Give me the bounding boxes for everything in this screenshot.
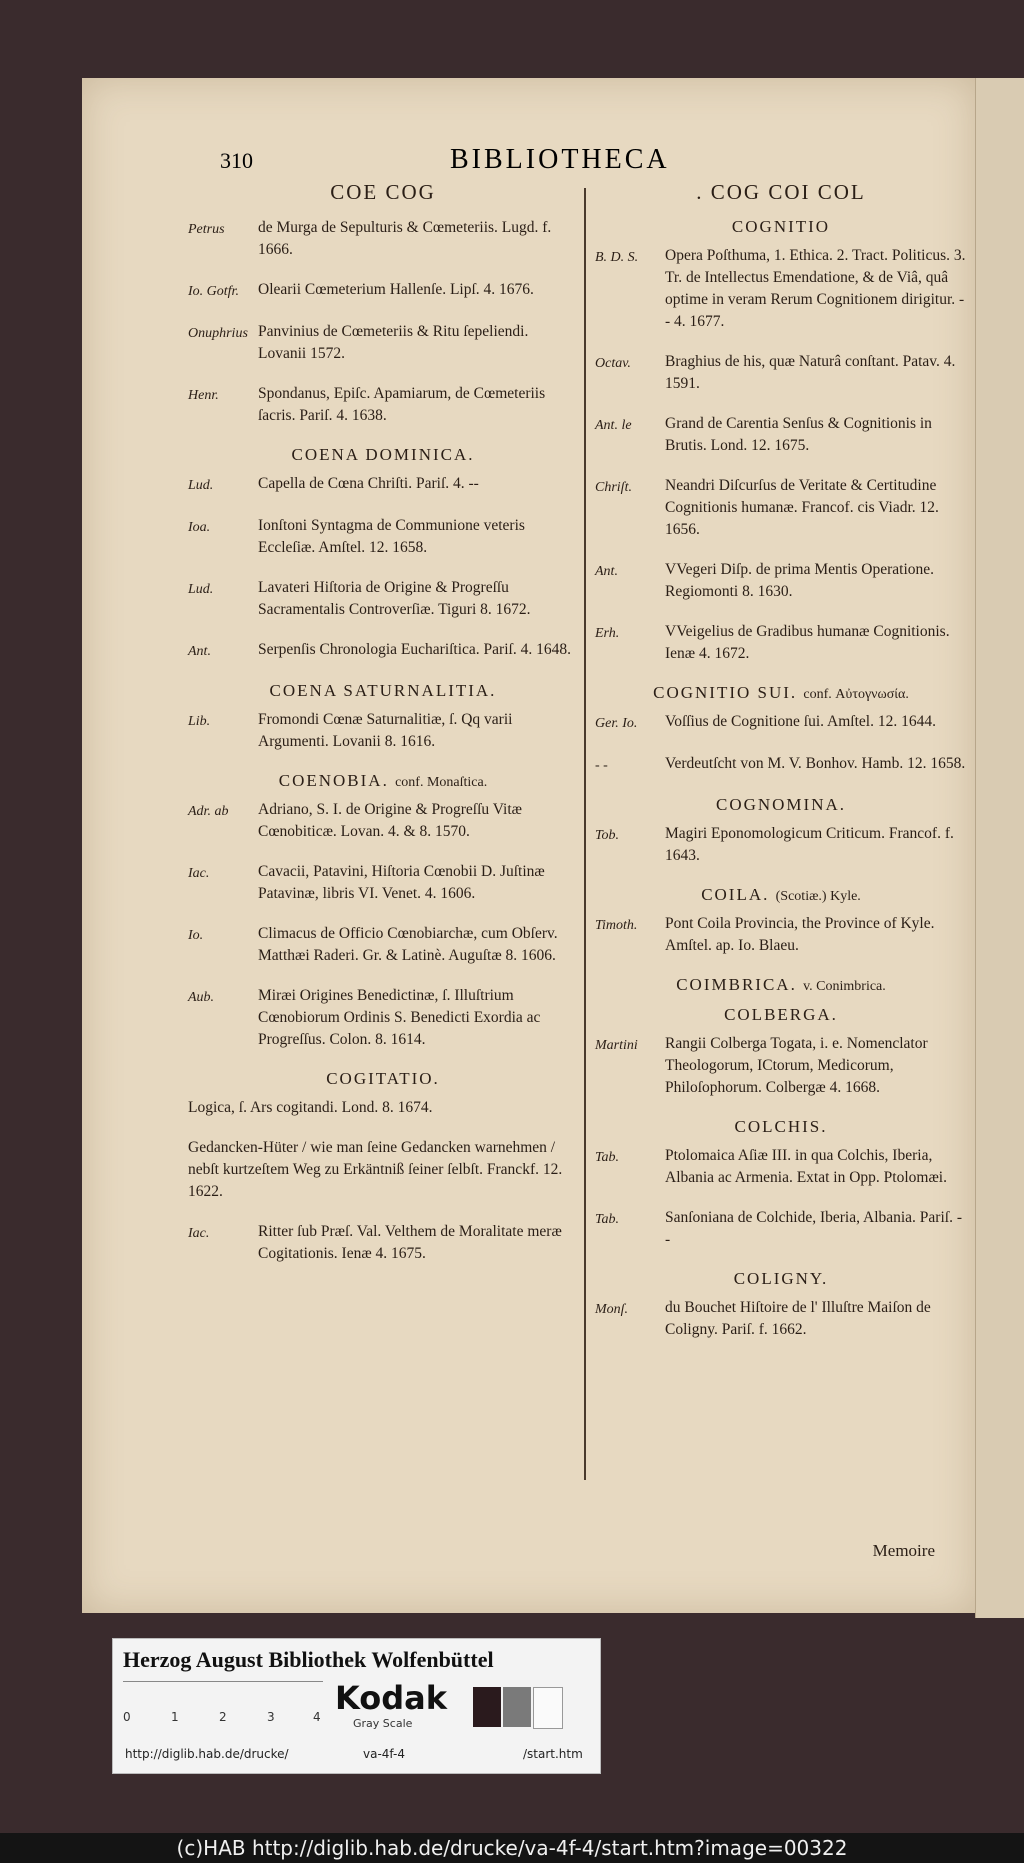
heading-note: conf. Monaſtica. <box>395 775 488 790</box>
entry-text: Climacus de Officio Cœnobiarchæ, cum Obſerv. Matthæi Raderi. Gr. & Latinè. Auguſtæ 8. 1606. <box>258 925 558 964</box>
entry-author-label: Monſ. <box>595 1302 629 1317</box>
entry-text: Fromondi Cœnæ Saturnalitiæ, ſ. Qq varii Argumenti. Lovanii 8. 1616. <box>258 711 513 750</box>
entry-author-label: Martini <box>595 1038 638 1053</box>
ruler-tick-1: 1 <box>171 1710 179 1724</box>
entry-author-label: Ant. <box>188 644 211 659</box>
heading-text: COGNITIO SUI. <box>653 683 798 702</box>
entry-author-label: Lib. <box>188 714 211 729</box>
bibliography-entry <box>188 1137 578 1203</box>
section-heading <box>595 1005 967 1025</box>
entry-text: Serpenſis Chronologia Euchariſtica. Pariſ. 4. 1648. <box>258 641 571 658</box>
bibliography-entry <box>188 279 578 303</box>
ruler-tick-0: 0 <box>123 1710 131 1724</box>
left-column <box>188 178 578 1283</box>
entry-author-label: Ant. <box>595 564 618 579</box>
heading-text: COENOBIA. <box>278 771 389 790</box>
left-column-body <box>188 217 578 1265</box>
entry-text: Adriano, S. I. de Origine & Progreſſu Vitæ Cœnobiticæ. Lovan. 4. & 8. 1570. <box>258 801 522 840</box>
entry-text: Ritter ſub Præſ. Val. Velthem de Moralitate meræ Cogitationis. Ienæ 4. 1675. <box>258 1223 562 1262</box>
catchword: Memoire <box>872 1541 935 1560</box>
section-heading <box>595 1269 967 1289</box>
section-heading <box>595 683 967 703</box>
entry-text: Capella de Cœna Chriſti. Pariſ. 4. -- <box>258 475 479 492</box>
entry-author-label: Tob. <box>595 828 620 843</box>
bibliography-entry <box>188 1221 578 1265</box>
section-heading <box>188 1069 578 1089</box>
next-page-edge <box>975 78 1024 1618</box>
library-title: Herzog August Bibliothek Wolfenbüttel <box>123 1647 494 1672</box>
entry-text: VVegeri Diſp. de prima Mentis Operatione. Regiomonti 8. 1630. <box>665 561 935 600</box>
page-header <box>82 144 975 178</box>
bibliography-entry <box>595 1207 967 1251</box>
entry-author-label: Chriſt. <box>595 480 632 495</box>
heading-text: COGNOMINA. <box>715 795 847 814</box>
bibliography-entry <box>188 1097 578 1119</box>
bibliography-entry <box>595 711 967 735</box>
heading-note: v. Conimbrica. <box>803 979 886 994</box>
card-start: /start.htm <box>523 1747 583 1761</box>
bibliography-entry <box>188 709 578 753</box>
swatch-dark <box>473 1687 501 1727</box>
entry-text: Opera Poſthuma, 1. Ethica. 2. Tract. Politicus. 3. Tr. de Intellectus Emendatione, & de Viâ, quâ optime in veram Rerum Cognitionem dirigitur. - - 4. 1677. <box>665 247 966 330</box>
bibliography-entry <box>595 913 967 957</box>
ruler-tick-3: 3 <box>267 1710 275 1724</box>
bibliography-entry <box>595 245 967 333</box>
right-column-head: . COG COI COL <box>696 180 866 204</box>
section-heading <box>595 795 967 815</box>
bibliography-entry <box>188 515 578 559</box>
entry-author-label: Timoth. <box>595 918 638 933</box>
shelf-signature: va-4f-4 <box>363 1747 405 1761</box>
entry-author-label: Lud. <box>188 478 214 493</box>
entry-text: Magiri Eponomologicum Criticum. Francof. f. 1643. <box>665 825 954 864</box>
footer-strip <box>0 1833 1024 1863</box>
heading-note: (Scotiæ.) Kyle. <box>775 889 861 904</box>
swatch-mid <box>503 1687 531 1727</box>
ruler-tick-2: 2 <box>219 1710 227 1724</box>
bibliography-entry <box>595 1033 967 1099</box>
section-heading <box>188 771 578 791</box>
card-url: http://diglib.hab.de/drucke/ <box>125 1747 289 1761</box>
entry-text: Miræi Origines Benedictinæ, ſ. Illuſtrium Cœnobiorum Ordinis S. Benedicti Exordia ac Progreſſus. Colon. 8. 1614. <box>258 987 541 1048</box>
entry-text: Rangii Colberga Togata, i. e. Nomenclator Theologorum, ICtorum, Medicorum, Philoſophorum. Colbergæ 4. 1668. <box>665 1035 928 1096</box>
entry-author-label: - - <box>595 758 608 773</box>
entry-text: Pont Coila Provincia, the Province of Kyle. Amſtel. ap. Io. Blaeu. <box>665 915 935 954</box>
bibliography-entry <box>188 321 578 365</box>
entry-author-label: Octav. <box>595 356 631 371</box>
bibliography-entry <box>595 413 967 457</box>
bibliography-entry <box>595 753 967 777</box>
section-heading <box>595 975 967 995</box>
entry-author-label: Tab. <box>595 1212 620 1227</box>
entry-author-label: Ant. le <box>595 418 632 433</box>
bibliography-entry <box>595 475 967 541</box>
entry-author-label: Erh. <box>595 626 620 641</box>
kodak-logo: Kodak <box>335 1679 447 1717</box>
heading-text: COILA. <box>701 885 770 904</box>
entry-text: du Bouchet Hiſtoire de l' Illuſtre Maiſon de Coligny. Pariſ. f. 1662. <box>665 1299 931 1338</box>
heading-text: COENA SATURNALITIA. <box>269 681 497 700</box>
entry-author-label: Onuphrius <box>188 326 248 341</box>
bibliography-entry <box>595 351 967 395</box>
entry-text: Grand de Carentia Senſus & Cognitionis in Brutis. Lond. 12. 1675. <box>665 415 932 454</box>
ruler <box>123 1681 323 1722</box>
entry-text: Spondanus, Epiſc. Apamiarum, de Cœmeteriis ſacris. Pariſ. 4. 1638. <box>258 385 546 424</box>
entry-text: Sanſoniana de Colchide, Iberia, Albania. Pariſ. - - <box>665 1209 962 1248</box>
bibliography-entry <box>595 621 967 665</box>
entry-author-label: Io. Gotfr. <box>188 284 239 299</box>
heading-text: COLIGNY. <box>733 1269 829 1288</box>
entry-author-label: Tab. <box>595 1150 620 1165</box>
heading-note: conf. Αὐτογνωσία. <box>803 687 909 702</box>
entry-author-label: Aub. <box>188 990 215 1005</box>
entry-text: Panvinius de Cœmeteriis & Ritu ſepeliendi. Lovanii 1572. <box>258 323 529 362</box>
heading-text: COGITATIO. <box>326 1069 440 1088</box>
page-number: 310 <box>220 148 253 173</box>
bibliography-entry <box>188 383 578 427</box>
section-heading <box>188 445 578 465</box>
bibliography-entry <box>188 861 578 905</box>
swatch-light <box>533 1687 563 1729</box>
entry-author-label: B. D. S. <box>595 250 639 265</box>
bibliography-entry <box>188 217 578 261</box>
section-heading <box>595 1117 967 1137</box>
bibliography-entry <box>188 639 578 663</box>
entry-text: Verdeutſcht von M. V. Bonhov. Hamb. 12. 1658. <box>665 755 966 772</box>
bibliography-entry <box>188 577 578 621</box>
entry-text: Ptolomaica Aſiæ III. in qua Colchis, Iberia, Albania ac Armenia. Extat in Opp. Ptolomæi. <box>665 1147 947 1186</box>
section-heading <box>188 681 578 701</box>
entry-text: Cavacii, Patavini, Hiſtoria Cœnobii D. Juſtinæ Patavinæ, libris VI. Venet. 4. 1606. <box>258 863 545 902</box>
entry-text: Gedancken-Hüter / wie man ſeine Gedancken warnehmen / nebſt kurtzeſtem Weg zu Erkäntniß ſeiner ſelbſt. Franckf. 12. 1622. <box>188 1139 563 1200</box>
entry-author-label: Ioa. <box>188 520 211 535</box>
entry-text: Voſſius de Cognitione ſui. Amſtel. 12. 1644. <box>665 713 936 730</box>
entry-text: Braghius de his, quæ Naturâ conſtant. Patav. 4. 1591. <box>665 353 956 392</box>
heading-text: COGNITIO <box>731 217 831 236</box>
entry-author-label: Lud. <box>188 582 214 597</box>
bibliography-entry <box>188 473 578 497</box>
entry-text: Logica, ſ. Ars cogitandi. Lond. 8. 1674. <box>188 1099 433 1116</box>
entry-author-label: Henr. <box>188 388 219 403</box>
right-column-body <box>595 217 967 1341</box>
entry-author-label: Iac. <box>188 1226 210 1241</box>
heading-text: COLBERGA. <box>724 1005 838 1024</box>
entry-author-label: Petrus <box>188 222 225 237</box>
bibliography-entry <box>595 1297 967 1341</box>
entry-text: Neandri Diſcurſus de Veritate & Certitudine Cognitionis humanæ. Francof. cis Viadr. 12. 1656. <box>665 477 939 538</box>
heading-text: COIMBRICA. <box>676 975 797 994</box>
entry-text: Ionſtoni Syntagma de Communione veteris Eccleſiæ. Amſtel. 12. 1658. <box>258 517 525 556</box>
entry-author-label: Ger. Io. <box>595 716 638 731</box>
entry-author-label: Adr. ab <box>188 804 229 819</box>
bibliography-entry <box>188 985 578 1051</box>
entry-text: Olearii Cœmeterium Hallenſe. Lipſ. 4. 1676. <box>258 281 534 298</box>
section-heading <box>595 885 967 905</box>
column-divider <box>584 188 586 1480</box>
entry-author-label: Iac. <box>188 866 210 881</box>
left-column-head: COE COG <box>330 180 436 204</box>
library-card <box>112 1638 601 1774</box>
entry-text: de Murga de Sepulturis & Cœmeteriis. Lugd. f. 1666. <box>258 219 552 258</box>
gray-scale-label: Gray Scale <box>353 1717 413 1730</box>
entry-author-label: Io. <box>188 928 204 943</box>
book-page <box>82 78 975 1613</box>
bibliography-entry <box>595 559 967 603</box>
heading-text: COLCHIS. <box>734 1117 828 1136</box>
bibliography-entry <box>188 923 578 967</box>
right-column <box>595 178 967 1359</box>
heading-text: COENA DOMINICA. <box>291 445 475 464</box>
footer-text: (c)HAB http://diglib.hab.de/drucke/va-4f-4/start.htm?image=00322 <box>176 1836 848 1860</box>
bibliography-entry <box>595 823 967 867</box>
ruler-tick-4: 4 <box>313 1710 321 1724</box>
bibliography-entry <box>188 799 578 843</box>
section-heading <box>595 217 967 237</box>
entry-text: Lavateri Hiſtoria de Origine & Progreſſu Sacramentalis Controverſiæ. Tiguri 8. 1672. <box>258 579 531 618</box>
bibliography-entry <box>595 1145 967 1189</box>
entry-text: VVeigelius de Gradibus humanæ Cognitionis. Ienæ 4. 1672. <box>665 623 950 662</box>
running-title: BIBLIOTHECA <box>450 144 670 175</box>
